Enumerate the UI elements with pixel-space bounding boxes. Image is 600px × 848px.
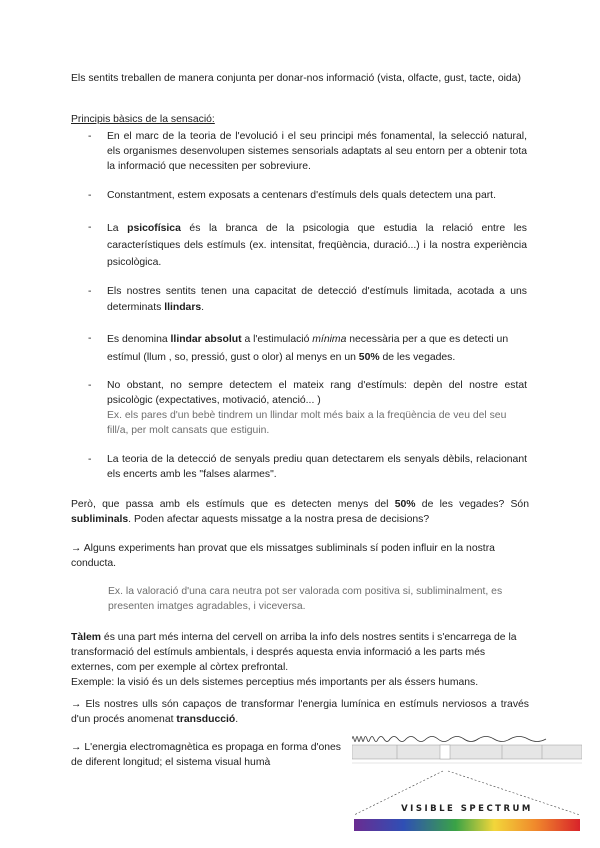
bullet-stimuli: Constantment, estem exposats a centenars d'estímuls dels quals detectem una part. xyxy=(107,190,496,201)
visible-band-marker xyxy=(440,745,450,759)
bullet-marker: - xyxy=(88,286,92,297)
text-run: és una part més interna del cervell on arriba la info dels nostres sentits i s'encarrega de la transformació del estímuls ambientals, i després aquesta envia informació a les parts més externes, com per exemple al còrtex prefrontal. xyxy=(71,632,517,673)
spectrum-title: VISIBLE SPECTRUM xyxy=(401,804,533,814)
term-talem: Tàlem xyxy=(71,632,102,643)
bullet-marker: - xyxy=(88,333,92,344)
term-psicofisica: psicofísica xyxy=(127,223,181,234)
bullet-thresholds xyxy=(107,284,527,316)
experiments-paragraph: → Alguns experiments han provat que els missatges subliminals sí poden influir en la nostra conducta. xyxy=(71,543,495,569)
example-vision: Exemple: la visió és un dels sistemes perceptius més importants per als éssers humans. xyxy=(71,677,479,688)
bullet-signal-detection: La teoria de la detecció de senyals prediu quan detectarem els senyals dèbils, relacionant els encerts amb les "falses alarmes". xyxy=(107,454,527,480)
bullet-absolute-threshold xyxy=(107,331,527,367)
intro-paragraph: Els sentits treballen de manera conjunta per donar-nos informació (vista, olfacte, gust, tacte, oida) xyxy=(71,73,521,84)
text-run: Els nostres sentits tenen una capacitat de detecció d'estímuls limitada, acotada a uns determinats xyxy=(107,286,527,313)
example-valoracio: Ex. la valoració d'una cara neutra pot ser valorada com positiva si, subliminalment, es presenten imatges agradables, i viceversa. xyxy=(108,586,503,612)
bullet-marker: - xyxy=(88,131,92,142)
wave-line xyxy=(352,737,546,742)
term-llindar-absolut: llindar absolut xyxy=(170,334,242,345)
text-run: és la branca de la psicologia que estudia la relació entre les característiques dels estímuls (ex. intensitat, freqüència, duració...) i la nostra experiència psicològica. xyxy=(107,223,527,268)
bullet-marker: - xyxy=(88,222,92,233)
bullet-psychophysics xyxy=(107,220,527,271)
bullet-evolution: En el marc de la teoria de l'evolució i el seu principi més fonamental, la selecció natural, els organismes desenvolupen sistemes sensorials adaptats al seu entorn per a obtenir tota la informació que necessiten per sobreviure. xyxy=(107,131,527,172)
bullet-marker: - xyxy=(88,190,92,201)
text-run: Es denomina xyxy=(107,334,171,345)
talem-paragraph xyxy=(71,630,529,690)
text-run: → Els nostres ulls són capaços de transformar l'energia lumínica en estímuls nerviosos a través d'un procés anomenat xyxy=(71,699,529,725)
term-transduccio: transducció xyxy=(176,714,236,725)
text-run: . xyxy=(201,302,205,313)
text-run: a l'estimulació xyxy=(241,334,313,345)
text-run: . xyxy=(235,714,239,725)
text-run: de les vegades. xyxy=(379,352,456,363)
transduction-paragraph xyxy=(71,697,529,727)
bullet-marker: - xyxy=(88,380,92,391)
energy-paragraph: → L'energia electromagnètica es propaga en forma d'ones de diferent longitud; el sistema visual humà xyxy=(71,742,341,768)
text-run: de les vegades? Són xyxy=(415,499,529,510)
percent-50: 50% xyxy=(394,499,416,510)
term-llindars: llindars xyxy=(164,302,202,313)
rainbow-bar xyxy=(354,819,580,831)
text-run: La xyxy=(107,223,128,234)
em-scale-bar xyxy=(352,745,582,759)
principles-heading: Principis bàsics de la sensació: xyxy=(71,114,215,125)
bullet-psych-state: No obstant, no sempre detectem el mateix rang d'estímuls: depèn del nostre estat psicològic (expectatives, motivació, atenció... ) xyxy=(107,380,527,406)
text-run: Però, que passa amb els estímuls que es detecten menys del xyxy=(71,499,395,510)
visible-spectrum-figure xyxy=(352,733,582,833)
bullet-marker: - xyxy=(88,454,92,465)
example-parents: Ex. els pares d'un bebè tindrem un llindar molt més baix a la freqüència de veu del seu fill/a, per molt cansats que estiguin. xyxy=(107,410,507,436)
text-run: . Poden afectar aquests missatge a la nostra presa de decisions? xyxy=(128,514,430,525)
text-run: necessària per a que es detecti un estímul (llum , so, pressió, gust o olor) al menys en un xyxy=(107,334,509,363)
percent-50: 50% xyxy=(358,352,380,363)
term-minima: mínima xyxy=(312,334,347,345)
subliminal-paragraph xyxy=(71,497,529,527)
term-subliminals: subliminals xyxy=(71,514,129,525)
